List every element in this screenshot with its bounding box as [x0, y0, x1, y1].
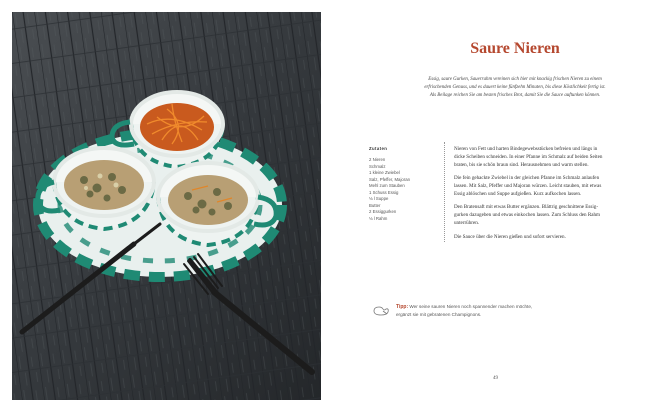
ingredient-item: ⅛ l Suppe — [369, 196, 389, 201]
ingredient-item: 2 Essiggurken — [369, 209, 397, 214]
ingredients-heading: Zutaten — [369, 146, 388, 151]
step-line: gurken dazugeben und etwas einkochen lassen. Zum Schluss den Rahm — [454, 212, 600, 219]
tip-line-2: ergänzt sie mit gebratenen Champignons. — [396, 312, 482, 317]
ingredient-item: 1 kleine Zwiebel — [369, 170, 400, 175]
page-title: Saure Nieren — [470, 40, 560, 57]
step-paragraph — [454, 175, 634, 199]
step-line: lassen. Mit Salz, Pfeffer und Majoran würzen. Leicht stauben, mit etwas — [454, 183, 602, 190]
ingredient-item: 1 Schuss Essig — [369, 189, 399, 195]
kidney-icon — [372, 306, 390, 318]
preparation-steps — [454, 146, 634, 247]
ingredient-item: Mehl zum Stauben — [369, 183, 405, 188]
ingredient-item: 2 Nieren — [369, 157, 386, 162]
step-paragraph — [454, 234, 634, 242]
intro-line: erfrischenden Genuss, und es dauert keine fünfzehn Minuten, bis diese Köstlichkeit fertig ist. — [424, 85, 606, 91]
intro-line: Als Beilage reichen Sie am besten frisches Brot, damit Sie die Sauce auftunken können. — [429, 93, 601, 99]
step-paragraph — [454, 204, 634, 228]
ingredient-item: Salz, Pfeffer, Majoran — [369, 176, 411, 182]
ingredient-item: Schmalz — [369, 163, 386, 169]
intro-line: Essig, saure Gurken, Sauerrahm vereinen sich hier mit knackig frischen Nieren zu einem — [428, 77, 602, 82]
step-line: Die Sauce über die Nieren gießen und sofort servieren. — [454, 233, 566, 240]
step-line: Nieren von Fett und harten Bindegewebsstücken befreien und längs in — [454, 146, 598, 152]
step-line: Essig ablöschen und Suppe aufgießen. Kurz aufkochen lassen. — [454, 191, 582, 198]
ingredients-list — [369, 157, 410, 222]
step-line: unterrühren. — [454, 220, 480, 227]
step-line: Den Bratensaft mit etwas Butter ergänzen. Blättrig geschnittene Essig- — [454, 204, 599, 211]
tip-label: Tipp: — [396, 304, 409, 310]
ingredient-item: Butter — [369, 202, 381, 208]
recipe-photo — [12, 12, 321, 400]
tip-line-1: Wer seine sauren Nieren noch spannender machen möchte, — [409, 304, 533, 309]
step-line: dicke Scheiben schneiden. In einer Pfanne im Schmalz auf beiden Seiten — [454, 153, 603, 160]
step-line: Die fein gehackte Zwiebel in der gleichen Pfanne im Schmalz anlaufen — [454, 175, 600, 182]
tip-line — [396, 303, 596, 311]
step-line: braten, bis sie schön braun sind. Herausnehmen und warm stellen. — [454, 161, 589, 168]
ingredient-item: ⅛ l Rahm — [369, 215, 388, 221]
intro-text — [380, 76, 650, 101]
page-number: 49 — [493, 376, 498, 381]
column-divider — [444, 142, 445, 242]
tip-text — [396, 303, 596, 318]
step-paragraph — [454, 146, 634, 170]
